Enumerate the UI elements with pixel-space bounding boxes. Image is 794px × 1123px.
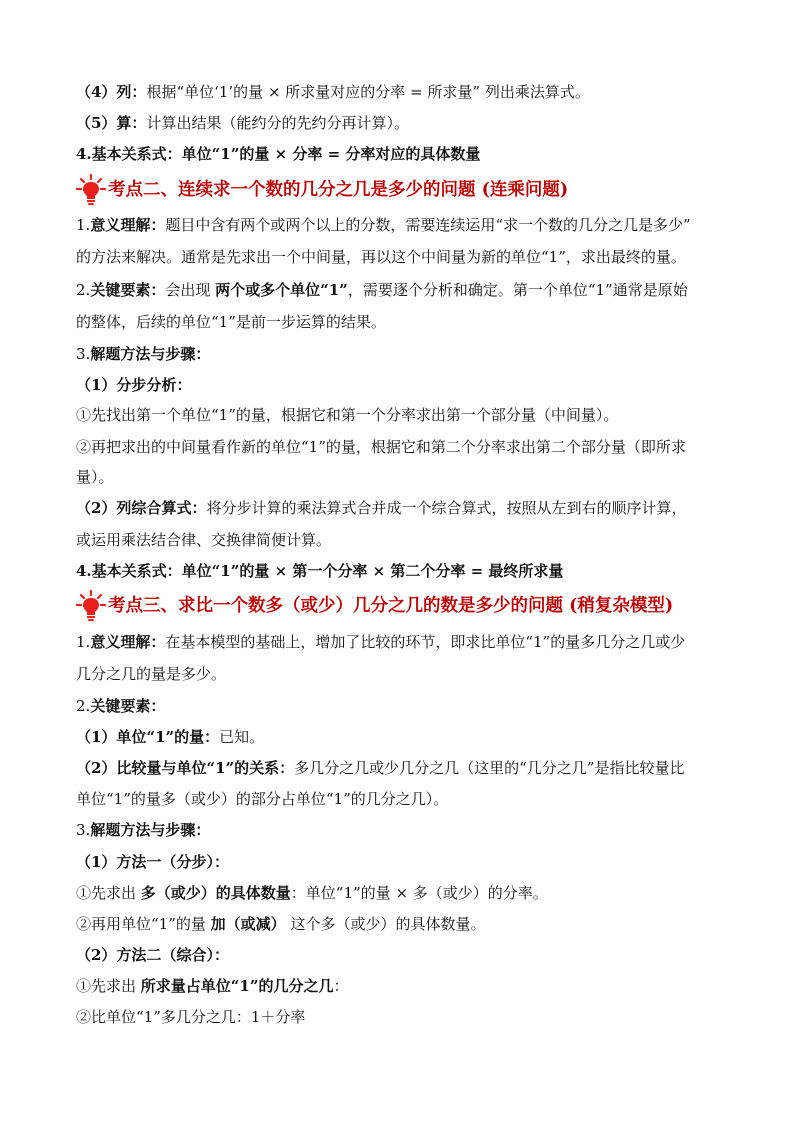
s2-step2-text1: 将分步计算的乘法算式合并成一个综合算式，按照从左到右的顺序计算，	[206, 499, 687, 517]
s2-method-prefix: 3.	[76, 345, 91, 363]
s3-m2-a-line	[76, 976, 736, 996]
s3-m1-a-line	[76, 883, 736, 903]
step4-label: （4）列：	[76, 83, 147, 101]
s3-meaning-text2: 几分之几的量是多少。	[76, 665, 227, 683]
s2-step1-label: （1）分步分析：	[76, 376, 192, 394]
s3-m2-label-line	[76, 945, 736, 965]
s3-m1-a-pre: ①先求出	[76, 884, 141, 902]
section2-title: 考点二、连续求一个数的几分之几是多少的问题 (连乘问题)	[108, 180, 569, 200]
s3-key-line	[76, 696, 736, 716]
s3-key2-text1: 多几分之几或少几分之几（这里的“几分之几”是指比较量比	[294, 759, 685, 777]
s3-method-prefix: 3.	[76, 821, 91, 839]
lightbulb-icon	[76, 590, 106, 622]
s3-meaning-line2	[76, 664, 736, 684]
s2-relation-label: 4.基本关系式：	[76, 562, 182, 580]
relation1-label: 4.基本关系式：	[76, 145, 182, 163]
s2-step2-text2: 或运用乘法结合律、交换律简便计算。	[76, 531, 332, 549]
s2-meaning-text2: 的方法来解决。通常是先求出一个中间量，再以这个中间量为新的单位“1”，求出最终的量。	[76, 248, 686, 266]
s3-key1-text: 已知。	[219, 728, 265, 746]
relation1-line	[76, 144, 736, 164]
lightbulb-icon	[76, 174, 106, 206]
s2-method-line	[76, 344, 736, 364]
s3-m2-b-line	[76, 1007, 736, 1027]
s2-key-line2	[76, 312, 736, 332]
s3-m1-b-line	[76, 914, 736, 934]
step5-line	[76, 113, 736, 133]
s2-step1-a-text: ①先找出第一个单位“1”的量，根据它和第一个分率求出第一个部分量（中间量）。	[76, 406, 619, 424]
s2-meaning-line2	[76, 247, 736, 267]
s3-m1-a-bold: 多（或少）的具体数量	[140, 884, 291, 902]
s3-m1-label-line	[76, 852, 736, 872]
s3-m1-a-post: ：单位“1”的量 × 多（或少）的分率。	[290, 884, 548, 902]
s3-key1-label: （1）单位“1”的量：	[76, 728, 220, 746]
s2-step2-line1	[76, 498, 736, 518]
section3-title: 考点三、求比一个数多（或少）几分之几的数是多少的问题 (稍复杂模型)	[108, 596, 674, 616]
s3-m2-a-bold: 所求量占单位“1”的几分之几	[140, 977, 334, 995]
s3-m2-a-post: ：	[333, 977, 349, 995]
step5-label: （5）算：	[76, 114, 147, 132]
s3-key2-line2	[76, 789, 736, 809]
s2-relation-text: 单位“1”的量 × 第一个分率 × 第二个分率 = 最终所求量	[181, 562, 564, 580]
section3-heading	[76, 590, 756, 624]
s3-m2-label: （2）方法二（综合）：	[76, 946, 229, 964]
s3-key1-line	[76, 727, 736, 747]
s2-key-text-b: ，需要逐个分析和确定。第一个单位“1”通常是原始	[347, 281, 688, 299]
s2-key-text-a: 会出现	[165, 281, 216, 299]
s2-step1-b-line2	[76, 467, 736, 487]
s2-step2-label: （2）列综合算式：	[76, 499, 207, 517]
s2-meaning-prefix: 1.	[76, 216, 91, 234]
s2-key-text-bold: 两个或多个单位“1”	[215, 281, 348, 299]
s2-meaning-text1: 题目中含有两个或两个以上的分数，需要连续运用“求一个数的几分之几是多少”	[165, 216, 691, 234]
s3-key2-line1	[76, 758, 736, 778]
s2-key-label: 关键要素：	[90, 281, 166, 299]
s2-step2-line2	[76, 530, 736, 550]
s3-meaning-prefix: 1.	[76, 633, 91, 651]
step5-text: 计算出结果（能约分的先约分再计算）。	[146, 114, 409, 132]
section2-heading	[76, 174, 756, 208]
step4-text: 根据“单位‘1’的量 × 所求量对应的分率 = 所求量” 列出乘法算式。	[146, 83, 590, 101]
s3-m1-b-bold: 加（或减）	[210, 915, 286, 933]
s2-step1-label-line	[76, 375, 736, 395]
s3-method-line	[76, 820, 736, 840]
s3-m1-b-post: 这个多（或少）的具体数量。	[285, 915, 486, 933]
s3-m1-label: （1）方法一（分步）：	[76, 853, 229, 871]
s3-meaning-text1: 在基本模型的基础上，增加了比较的环节，即求比单位“1”的量多几分之几或少	[165, 633, 686, 651]
s3-m2-b-text: ②比单位“1”多几分之几：1＋分率	[76, 1008, 306, 1026]
s3-m1-b-pre: ②再用单位“1”的量	[76, 915, 211, 933]
s2-method-label: 解题方法与步骤：	[90, 345, 211, 363]
s2-step1-b-text2: 量）。	[76, 468, 114, 486]
s3-key-label: 关键要素：	[90, 697, 166, 715]
s2-step1-a	[76, 405, 736, 425]
s2-meaning-label: 意义理解：	[90, 216, 166, 234]
s2-meaning-line1	[76, 215, 736, 235]
s2-key-line1	[76, 280, 736, 300]
s2-key-prefix: 2.	[76, 281, 91, 299]
s2-step1-b-line1	[76, 437, 736, 457]
s3-method-label: 解题方法与步骤：	[90, 821, 211, 839]
step4-line	[76, 82, 736, 102]
s3-meaning-label: 意义理解：	[90, 633, 166, 651]
s3-key-prefix: 2.	[76, 697, 91, 715]
s3-meaning-line1	[76, 632, 736, 652]
s2-step1-b-text1: ②再把求出的中间量看作新的单位“1”的量，根据它和第二个分率求出第二个部分量（即所求	[76, 438, 686, 456]
s2-relation-line	[76, 561, 736, 581]
s2-key-text2: 的整体，后续的单位“1”是前一步运算的结果。	[76, 313, 386, 331]
s3-m2-a-pre: ①先求出	[76, 977, 141, 995]
relation1-text: 单位“1”的量 × 分率 = 分率对应的具体数量	[181, 145, 481, 163]
s3-key2-label: （2）比较量与单位“1”的关系：	[76, 759, 295, 777]
s3-key2-text2: 单位“1”的量多（或少）的部分占单位“1”的几分之几）。	[76, 790, 449, 808]
